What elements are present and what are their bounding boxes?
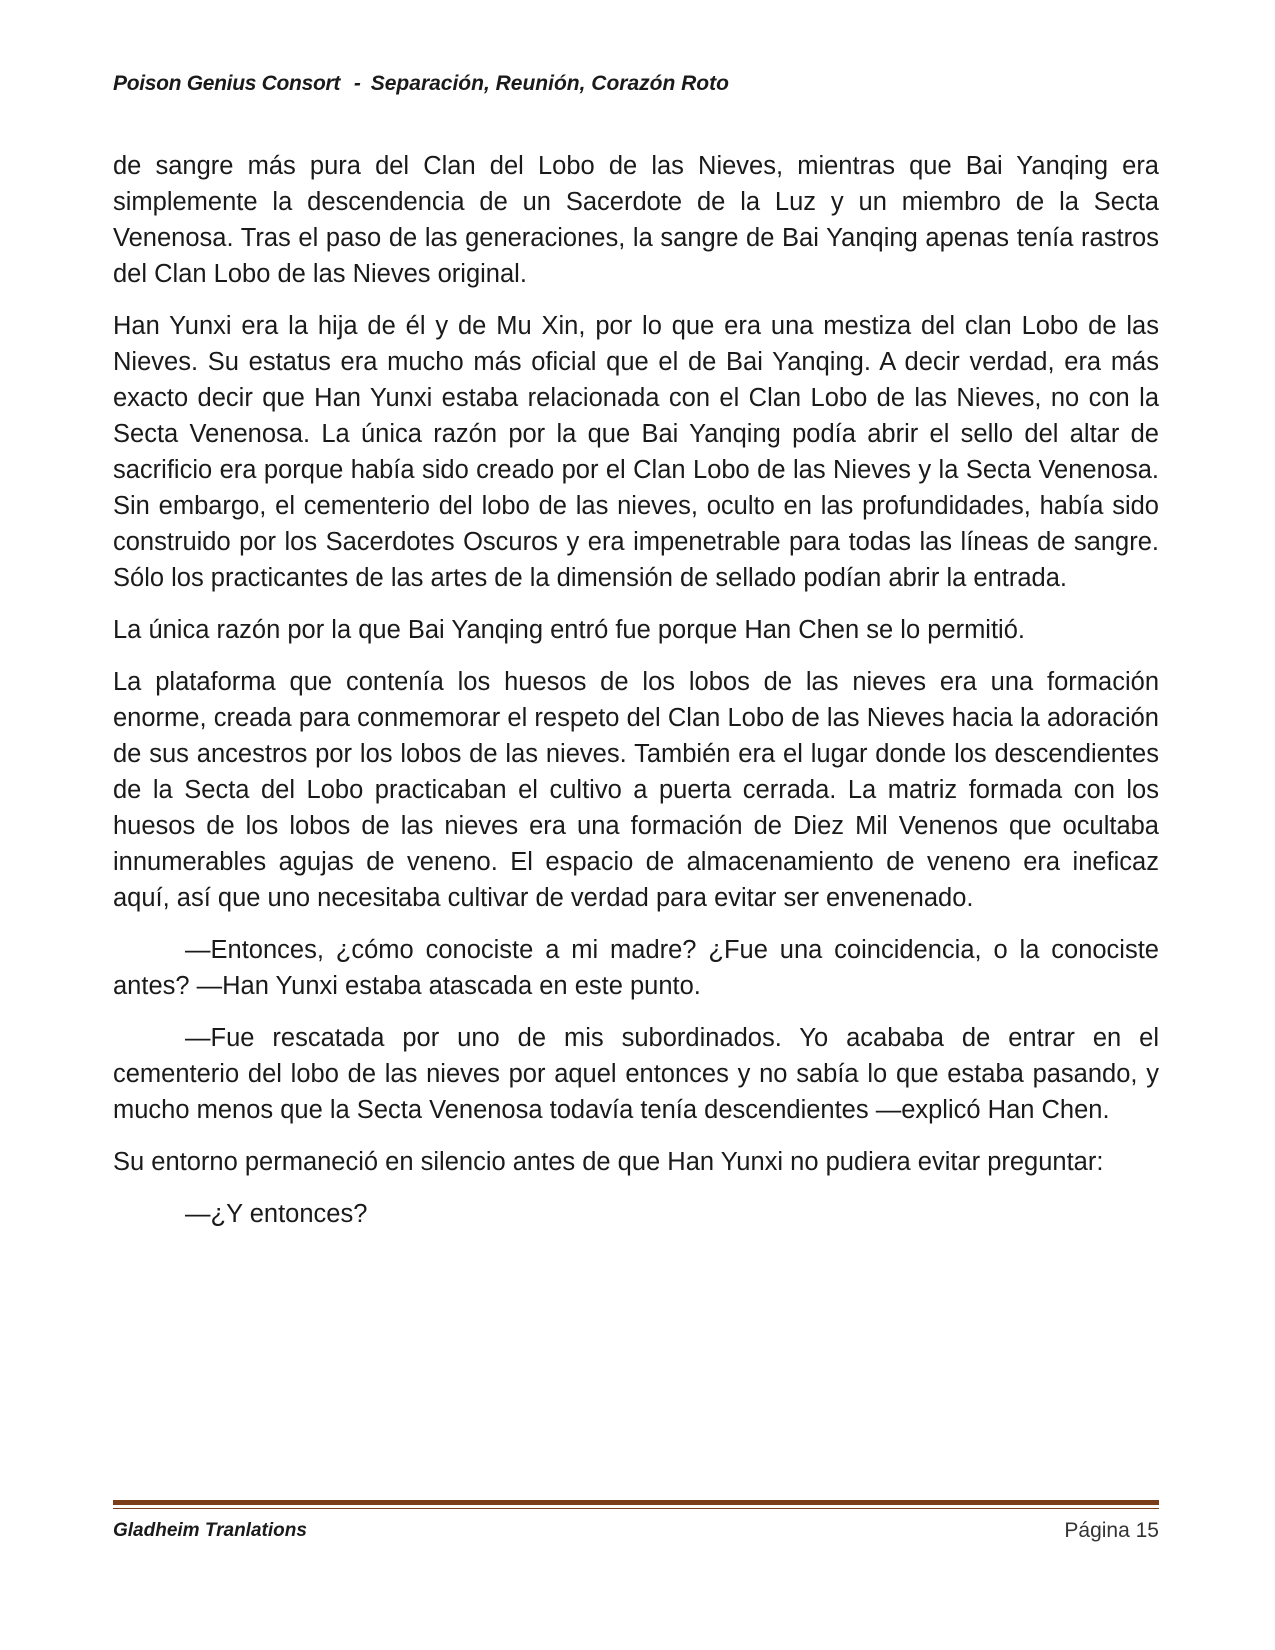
paragraph: de sangre más pura del Clan del Lobo de las Nieves, mientras que Bai Yanqing era simplemente la descendencia de un Sacerdote de la Luz y un miembro de la Secta Venenosa. Tras el paso de las generaciones, la sangre de Bai Yanqing apenas tenía rastros del Clan Lobo de las Nieves original. [113, 152, 1159, 288]
dialogue-paragraph: —Fue rescatada por uno de mis subordinados. Yo acababa de entrar en el cementerio del lobo de las nieves por aquel entonces y no sabía lo que estaba pasando, y mucho menos que la Secta Venenosa todavía tenía descendientes —explicó Han Chen. [113, 1024, 1159, 1124]
paragraph: Su entorno permaneció en silencio antes de que Han Yunxi no pudiera evitar preguntar: [113, 1148, 1104, 1176]
footer-publisher: Gladheim Tranlations [113, 1520, 307, 1541]
chapter-title: Separación, Reunión, Corazón Roto [370, 72, 729, 95]
paragraph: La plataforma que contenía los huesos de los lobos de las nieves era una formación enorme, creada para conmemorar el respeto del Clan Lobo de las Nieves hacia la adoración de sus ancestros por los lobos de las nieves. También era el lugar donde los descendientes de la Secta del Lobo practicaban el cultivo a puerta cerrada. La matriz formada con los huesos de los lobos de las nieves era una formación de Diez Mil Venenos que ocultaba innumerables agujas de veneno. El espacio de almacenamiento de veneno era ineficaz aquí, así que uno necesitaba cultivar de verdad para evitar ser envenenado. [113, 668, 1159, 912]
paragraph: La única razón por la que Bai Yanqing entró fue porque Han Chen se lo permitió. [113, 616, 1025, 644]
dialogue-paragraph: —¿Y entonces? [185, 1200, 368, 1228]
dialogue-paragraph: —Entonces, ¿cómo conociste a mi madre? ¿Fue una coincidencia, o la conociste antes? —Han Yunxi estaba atascada en este punto. [113, 936, 1159, 1000]
paragraph: Han Yunxi era la hija de él y de Mu Xin, por lo que era una mestiza del clan Lobo de las Nieves. Su estatus era mucho más oficial que el de Bai Yanqing. A decir verdad, era más exacto decir que Han Yunxi estaba relacionada con el Clan Lobo de las Nieves, no con la Secta Venenosa. La única razón por la que Bai Yanqing podía abrir el sello del altar de sacrificio era porque había sido creado por el Clan Lobo de las Nieves y la Secta Venenosa. Sin embargo, el cementerio del lobo de las nieves, oculto en las profundidades, había sido construido por los Sacerdotes Oscuros y era impenetrable para todas las líneas de sangre. Sólo los practicantes de las artes de la dimensión de sellado podían abrir la entrada. [113, 312, 1159, 592]
footer-divider [113, 1500, 1159, 1509]
header-separator: - [353, 72, 361, 95]
book-title: Poison Genius Consort [113, 72, 341, 95]
page-number: Página 15 [1064, 1519, 1159, 1542]
page-header [113, 72, 729, 96]
body-text [113, 148, 1159, 1248]
